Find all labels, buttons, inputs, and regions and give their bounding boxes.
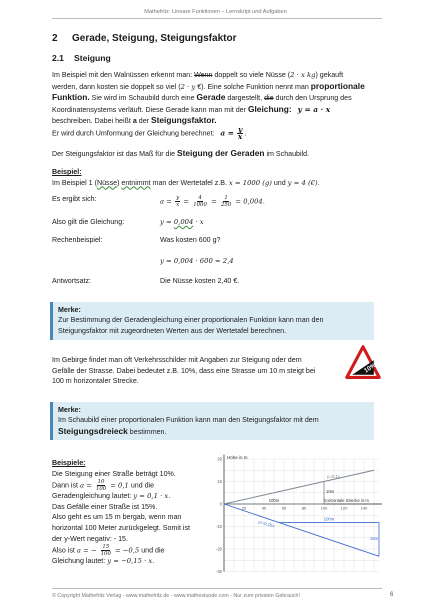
x-tick-label: 120 [340,505,348,511]
calc-row-result: Es ergibt sich: a = $\frac{y}{x}$ = $\frac{4}{1000}$ = $\frac{1}{250}$ = 0,004. [52,195,265,208]
merke-title: Merke: [58,306,81,314]
header-divider [52,18,382,19]
triangle1-horizontal-label: 100m [268,498,280,503]
x-tick-label: 40 [261,505,267,511]
intro-line-5: beschreiben. Dabei heißt a der Steigungsfaktor. [52,115,217,126]
subsection-number: 2.1 [52,53,64,63]
mountain-paragraph: Im Gebirge findet man oft Verkehrsschilder mit Angaben zur Steigung oder dem Gefälle der Strasse. Dabei bedeutet z.B. 10%, dass eine Strasse um 10 m steigt bei 100 m horizontaler Strecke. [52,356,316,386]
line2-label: y=-0,15x [257,519,276,529]
triangle2-horizontal-label: 100m [323,516,335,522]
intro-line-2: werden, dann kosten sie doppelt so viel (2 · y €). Eine solche Funktion nennt man proportionale [52,80,365,91]
section-title: Gerade, Steigung, Steigungsfaktor [72,33,237,44]
y-axis-label: Höhe in m [227,455,248,460]
calc-row-equation: Also gilt die Gleichung: y = 0,004 · x [52,218,204,226]
examples-block: Beispiele: Die Steigung einer Straße beträgt 10%. Dann ist a = $\frac{10}{100}$ = 0,1 und die Geradengleichung lautet: y = 0,1 · x. Das Gefälle einer Straße ist 15%. Also geht es um 15 m bergab, wenn man horizontal 100 Meter zurückgelegt. Somit ist der y-Wert negativ: - 15. Also ist a = − $\frac{15}{100}$ = −0,5 und die Gleichung lautet: y = −0,15 · x. [52,459,190,566]
triangle2-vertical-label: 15m [370,536,379,541]
section-heading [52,33,236,44]
page-header: Mathefritz: Lineare Funktionen – Lernskript und Aufgaben [144,9,287,15]
gradient-warning-sign-icon [345,345,381,381]
intro-line-1: Im Beispiel mit den Walnüssen erkennt man: Wenn doppelt so viele Nüsse (2 · x kg) gekauft [52,71,344,79]
y-tick-label: -30 [215,569,222,574]
subsection-title: Steigung [74,53,111,63]
y-tick-label: 20 [217,456,222,462]
line-y--0.15x [224,504,379,556]
y-tick-label: 10 [217,479,222,484]
line1-label: y=0,1x [327,474,340,480]
y-tick-label: 0 [219,501,222,507]
definition-line: Der Steigungsfaktor ist das Maß für die Steigung der Geraden im Schaubild. [52,148,310,158]
calc-row-answer: Antwortsatz: Die Nüsse kosten 2,40 €. [52,277,240,285]
x-tick-label: 60 [281,505,287,511]
sign-percent-label: 10% [363,361,378,375]
page-number: 6 [390,592,394,598]
intro-line-3: Funktion. Sie wird im Schaubild durch eine Gerade dargestellt, die durch den Ursprung des [52,92,352,103]
graph-svg [207,453,384,590]
example-line-1: Im Beispiel 1 (Nüsse) entnimmt man der Wertetafel z.B. x = 1000 (g) und y = 4 (€). [52,178,320,187]
y-tick-label: -20 [215,546,222,552]
intro-line-6: Er wird durch Umformung der Gleichung berechnet: a = $\frac{y}{x}$ . [52,124,247,141]
x-tick-label: 140 [360,505,368,511]
footer-divider [52,588,382,589]
subsection-heading [52,53,111,63]
example-heading: Beispiel: [52,168,82,176]
calc-row-computation: y = 0,004 · 600 = 2,4 [160,257,234,265]
example-block [52,167,382,188]
intro-line-4: Koordinatensystems verläuft. Diese Gerade kann man mit der Gleichung: y = a · x [52,103,331,114]
footer-copyright: © Copyright Mathefritz Verlag - www.mathefritz.de - www.mathestunde.com - Nur zum privaten Gebrauch! [52,593,300,599]
y-tick-label: -10 [215,524,222,529]
intro-paragraph [52,70,382,140]
slope-triangle-graph [207,453,384,590]
section-number: 2 [52,33,58,44]
x-tick-label: 100 [320,505,328,511]
calc-row-example: Rechenbeispiel: Was kosten 600 g? [52,236,221,244]
x-tick-label: 20 [241,505,247,511]
x-tick-label: 80 [301,505,307,511]
triangle1-vertical-label: 10m [326,488,335,494]
x-axis-label: horizontale Strecke in m [324,498,369,503]
slope-fraction: $\frac{y}{x}$ [237,124,243,141]
merke-box-2: Merke: Im Schaubild einer proportionalen Funktion kann man den Steigungsfaktor mit dem Steigungsdreieck bestimmen. [50,402,374,440]
merke-box-1: Merke: Zur Bestimmung der Geradengleichung einer proportionalen Funktion kann man den Steigungsfaktor mit zugeordneten Werten aus der Wertetafel berechnen. [50,302,374,340]
